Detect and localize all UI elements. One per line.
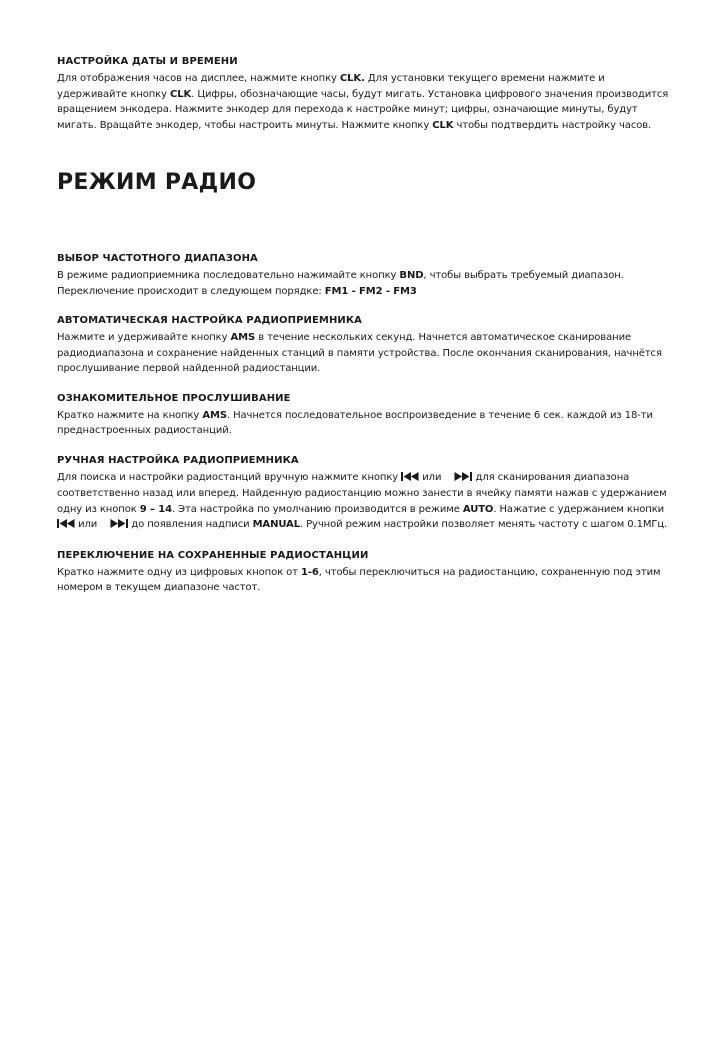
section-title: НАСТРОЙКА ДАТЫ И ВРЕМЕНИ <box>57 56 238 67</box>
section-text: Кратко нажмите на кнопку AMS. Начнется последовательное воспроизведение в течение 6 сек. каждой из 18-ти преднастроенных радиостанций. <box>57 409 653 436</box>
section-title: ПЕРЕКЛЮЧЕНИЕ НА СОХРАНЕННЫЕ РАДИОСТАНЦИИ <box>57 549 369 561</box>
skip-back-icon <box>57 518 75 534</box>
section-text: Кратко нажмите одну из цифровых кнопок от 1-6, чтобы переключиться на радиостанцию, сохраненную под этим номером в текущем диапазоне частот. <box>57 566 661 593</box>
section-clock <box>57 54 677 133</box>
skip-back-icon <box>401 471 419 487</box>
skip-forward-icon <box>110 518 128 534</box>
section-text: Для отображения часов на дисплее, нажмите кнопку CLK. Для установки текущего времени нажмите и удерживайте кнопку CLK. Цифры, обозначающие часы, будут мигать. Установка цифрового значения производится вращением энкодера. Нажмите энкодер для перехода к настройке минут; цифры, означающие минуты, будут мигать. Вращайте энкодер, чтобы настроить минуты. Нажмите кнопку CLK чтобы подтвердить настройку часов. <box>57 73 669 131</box>
skip-forward-icon <box>454 471 472 487</box>
section-title: АВТОМАТИЧЕСКАЯ НАСТРОЙКА РАДИОПРИЕМНИКА <box>57 315 363 326</box>
section-auto-tuning <box>57 313 677 377</box>
section-text: Нажмите и удерживайте кнопку AMS в течение нескольких секунд. Начнется автоматическое сканирование радиодиапазона и сохранение найденных станций в памяти устройства. После окончания сканирования, начнётся прослушивание первой найденной радиостанции. <box>57 332 662 374</box>
section-title: ВЫБОР ЧАСТОТНОГО ДИАПАЗОНА <box>57 253 258 264</box>
section-preview <box>57 391 677 439</box>
radio-mode-heading: РЕЖИМ РАДИО <box>57 170 257 195</box>
page-content <box>57 54 677 610</box>
section-text: В режиме радиоприемника последовательно нажимайте кнопку BND, чтобы выбрать требуемый диапазон. Переключение происходит в следующем порядке: FM1 - FM2 - FM3 <box>57 270 624 297</box>
section-text: Для поиска и настройки радиостанций вручную нажмите кнопку или для сканирования диапазона соответственно назад или вперед. Найденную радиостанцию можно занести в ячейку памяти нажав с удержанием одну из кнопок 9 – 14. Эта настройка по умолчанию производится в режиме AUTO. Нажатие с удержанием кнопки или до появления надписи MANUAL. Ручной режим настройки позволяет менять частоту с шагом 0.1МГц. <box>57 470 677 534</box>
section-title: ОЗНАКОМИТЕЛЬНОЕ ПРОСЛУШИВАНИЕ <box>57 392 291 404</box>
section-presets <box>57 548 677 596</box>
section-manual-tuning <box>57 453 677 534</box>
section-title: РУЧНАЯ НАСТРОЙКА РАДИОПРИЕМНИКА <box>57 454 299 466</box>
section-band <box>57 251 677 299</box>
